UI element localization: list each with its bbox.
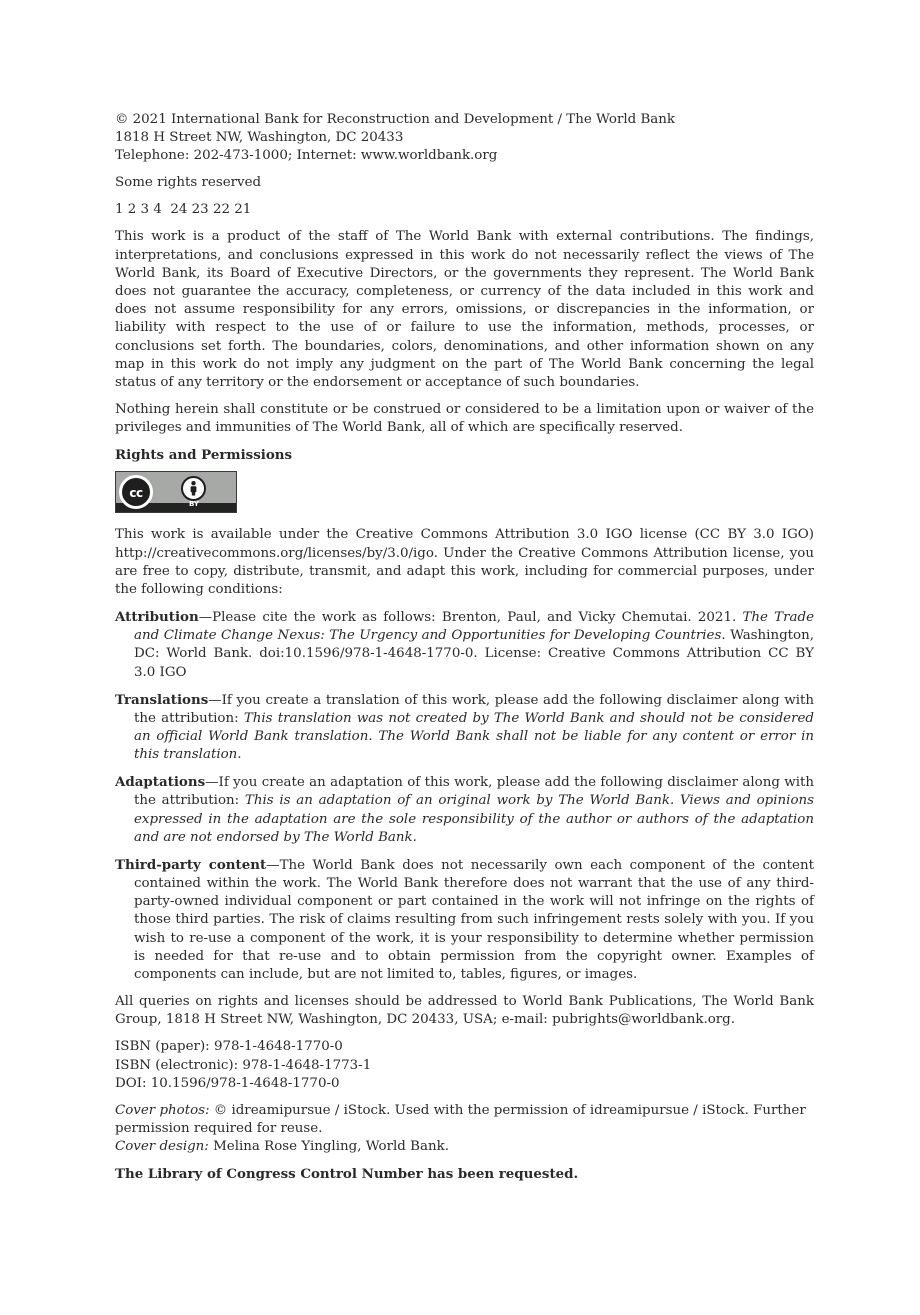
isbn-paper: ISBN (paper): 978-1-4648-1770-0 — [115, 1039, 343, 1055]
cover-design-credit: Cover design: Melina Rose Yingling, World Bank. — [115, 1139, 449, 1155]
adaptations-condition: Adaptations—If you create an adaptation of this work, please add the following disclaimer along with the attribution: This is an adaptation of an original work by The World Bank. Views and opinions expressed in the adaptation are the sole responsibility of the author or authors of the adaptation and are not endorsed by The World Bank. — [115, 774, 814, 845]
rights-reserved: Some rights reserved — [115, 175, 262, 191]
identifiers-block — [115, 1038, 814, 1093]
by-label: BY — [188, 500, 200, 509]
disclaimer-paragraph: This work is a product of the staff of The World Bank with external contributions. The findings, interpretations, and conclusions expressed in this work do not necessarily reflect the views of The World Bank, its Board of Executive Directors, or the governments they represent. The World Bank does not guarantee the accuracy, completeness, or currency of the data included in this work and does not assume responsibility for any errors, omissions, or discrepancies in the information, or liability with respect to the use of or failure to use the information, methods, processes, or conclusions set forth. The boundaries, colors, denominations, and other information shown on any map in this work do not imply any judgment on the part of The World Bank concerning the legal status of any territory or the endorsement or acceptance of such boundaries. — [115, 229, 814, 391]
address-line: 1818 H Street NW, Washington, DC 20433 — [115, 130, 404, 146]
cc-icon: cc — [119, 475, 153, 509]
rights-heading: Rights and Permissions — [115, 447, 293, 464]
third-party-condition: Third-party content—The World Bank does not necessarily own each component of the content contained within the work. The World Bank therefore does not warrant that the use of any third-party-owned individual component or part contained in the work will not infringe on the rights of those third parties. The risk of claims resulting from such infringement rests solely with you. If you wish to re-use a component of the work, it is your responsibility to determine whether permission is needed for that re-use and to obtain permission from the copyright owner. Examples of components can include, but are not limited to, tables, figures, or images. — [115, 856, 814, 983]
doi: DOI: 10.1596/978-1-4648-1770-0 — [115, 1075, 340, 1091]
cover-photos-credit: Cover photos: © idreamipursue / iStock. Used with the permission of idreamipursue / iStock. Further permission required for reuse. — [115, 1102, 806, 1136]
queries-paragraph: All queries on rights and licenses should be addressed to World Bank Publications, The World Bank Group, 1818 H Street NW, Washington, DC 20433, USA; e-mail: pubrights@worldbank.org. — [115, 994, 814, 1028]
attribution-condition: Attribution—Please cite the work as follows: Brenton, Paul, and Vicky Chemutai. 2021. The Trade and Climate Change Nexus: The Urgency and Opportunities for Developing Countries. Washington, DC: World Bank. doi:10.1596/978-1-4648-1770-0. License: Creative Commons Attribution CC BY 3.0 IGO — [115, 609, 814, 680]
license-paragraph: This work is available under the Creative Commons Attribution 3.0 IGO license (CC BY 3.0 IGO) http://creativecommons.org/licenses/by/3.0/igo. Under the Creative Commons Attribution license, you are free to copy, distribute, transmit, and adapt this work, including for commercial purposes, under the following conditions: — [115, 527, 814, 598]
privileges-paragraph: Nothing herein shall constitute or be construed or considered to be a limitation upon or waiver of the privileges and immunities of The World Bank, all of which are specifically reserved. — [115, 402, 814, 436]
printing-line: 1 2 3 4 24 23 22 21 — [115, 202, 252, 218]
loc-note: The Library of Congress Control Number has been requested. — [115, 1166, 579, 1183]
cc-by-license-badge — [115, 471, 237, 513]
contact-line: Telephone: 202-473-1000; Internet: www.worldbank.org — [115, 148, 498, 164]
copyright-line: © 2021 International Bank for Reconstruction and Development / The World Bank — [115, 112, 676, 127]
cover-credits — [115, 1102, 814, 1157]
isbn-electronic: ISBN (electronic): 978-1-4648-1773-1 — [115, 1057, 372, 1073]
copyright-block — [115, 111, 814, 166]
copyright-page — [115, 111, 814, 1193]
translations-condition: Translations—If you create a translation of this work, please add the following disclaimer along with the attribution: This translation was not created by The World Bank and should not be considered an official World Bank translation. The World Bank shall not be liable for any content or error in this translation. — [115, 691, 814, 763]
